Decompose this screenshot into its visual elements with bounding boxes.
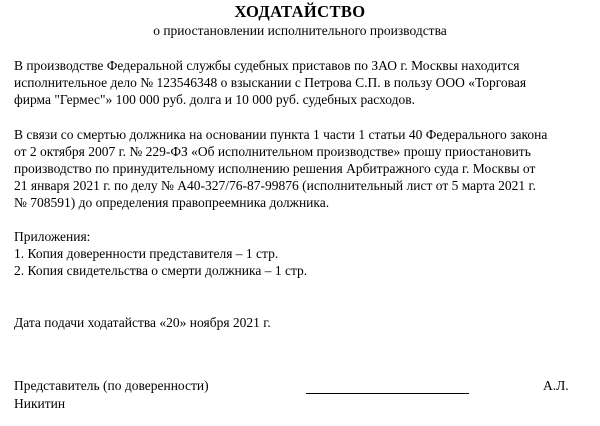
filing-date: Дата подачи ходатайства «20» ноября 2021 г. (14, 315, 271, 330)
paragraph-2-line-3: производство по принудительному исполнению решения Арбитражного суда г. Москвы от (14, 161, 536, 176)
paragraph-2-line-5: № 708591) до определения правопреемника должника. (14, 195, 330, 210)
paragraph-1-line-2: исполнительное дело № 123546348 о взыскании с Петрова С.П. в пользу ООО «Торговая (14, 75, 527, 90)
paragraph-1-line-1: В производстве Федеральной службы судебных приставов по ЗАО г. Москвы находится (14, 58, 520, 73)
signature-initials: А.Л. (543, 378, 569, 393)
paragraph-2-line-1: В связи со смертью должника на основании пункта 1 части 1 статьи 40 Федерального закона (14, 127, 548, 142)
paragraph-2-line-2: от 2 октября 2007 г. № 229-ФЗ «Об исполнительном производстве» прошу приостановить (14, 144, 531, 159)
attachments-heading: Приложения: (14, 229, 91, 244)
signature-role: Представитель (по доверенности) (14, 378, 209, 393)
paragraph-2-line-4: 21 января 2021 г. по делу № А40-327/76-87-99876 (исполнительный лист от 5 марта 2021 г. (14, 178, 536, 193)
attachment-item-2: 2. Копия свидетельства о смерти должника – 1 стр. (14, 263, 308, 278)
signature-line (306, 393, 469, 394)
document-title: ХОДАТАЙСТВО (234, 2, 366, 21)
paragraph-1-line-3: фирма "Гермес"» 100 000 руб. долга и 10 000 руб. судебных расходов. (14, 92, 415, 107)
signature-surname: Никитин (14, 396, 66, 411)
document-subtitle: о приостановлении исполнительного производства (153, 23, 447, 38)
attachment-item-1: 1. Копия доверенности представителя – 1 стр. (14, 246, 279, 261)
